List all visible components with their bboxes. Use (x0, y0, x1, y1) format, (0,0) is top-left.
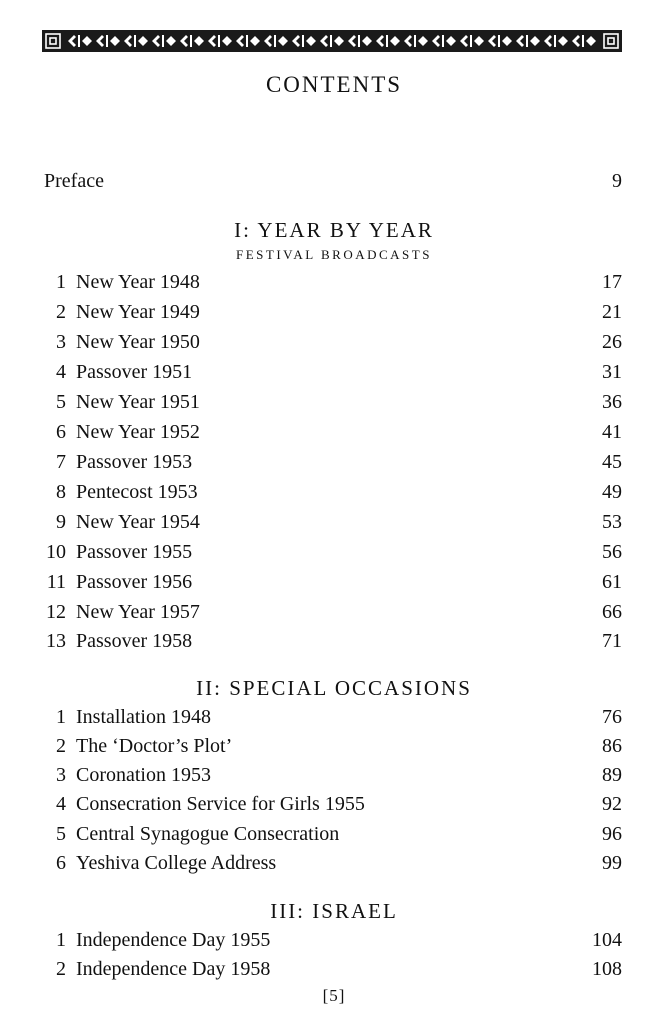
toc-entry-label: New Year 1950 (76, 331, 200, 353)
toc-entry-label: Yeshiva College Address (76, 852, 277, 874)
toc-entry-label: New Year 1957 (76, 601, 200, 623)
toc-entry (42, 271, 624, 299)
toc-entry-page: 108 (592, 958, 622, 980)
toc-entry (42, 929, 624, 957)
toc-entry (42, 958, 624, 986)
toc-entry-page: 49 (602, 481, 622, 503)
toc-entry-number: 4 (56, 361, 66, 383)
toc-entry-label: Independence Day 1955 (76, 929, 271, 951)
toc-entry-number: 1 (56, 271, 66, 293)
toc-entry-page: 9 (612, 170, 622, 192)
toc-entry-number: 4 (56, 793, 66, 815)
toc-entry-page: 71 (602, 630, 622, 652)
toc-entry (42, 630, 624, 658)
toc-entry-number: 1 (56, 706, 66, 728)
toc-entry-page: 45 (602, 451, 622, 473)
toc-entry-page: 36 (602, 391, 622, 413)
section-heading: II: SPECIAL OCCASIONS (196, 676, 472, 700)
toc-entry-page: 53 (602, 511, 622, 533)
section-heading: I: YEAR BY YEAR (234, 218, 434, 242)
toc-entry-label: New Year 1949 (76, 301, 200, 323)
toc-entry-label: Preface (44, 170, 104, 192)
toc-entry-page: 21 (602, 301, 622, 323)
toc-entry-number: 5 (56, 823, 66, 845)
toc-entry-label: Consecration Service for Girls 1955 (76, 793, 365, 815)
toc-entry (42, 735, 624, 763)
toc-entry (42, 511, 624, 539)
toc-entry-label: Passover 1951 (76, 361, 193, 383)
toc-entry-label: New Year 1952 (76, 421, 200, 443)
toc-entry-label: Central Synagogue Consecration (76, 823, 340, 845)
toc-entry (42, 481, 624, 509)
toc-entry (42, 361, 624, 389)
toc-entry-number: 10 (46, 541, 66, 563)
toc-entry-page: 104 (592, 929, 622, 951)
toc-entry-number: 5 (56, 391, 66, 413)
toc-entry-page: 26 (602, 331, 622, 353)
toc-entry (42, 391, 624, 419)
toc-entry (42, 706, 624, 734)
toc-entry-label: Independence Day 1958 (76, 958, 271, 980)
toc-entry-page: 61 (602, 571, 622, 593)
toc-entry-label: New Year 1948 (76, 271, 200, 293)
toc-entry (42, 764, 624, 792)
toc-entry-page: 86 (602, 735, 622, 757)
decorative-border-band (42, 30, 622, 52)
toc-entry-page: 96 (602, 823, 622, 845)
toc-entry (42, 852, 624, 880)
section-subheading: FESTIVAL BROADCASTS (236, 247, 432, 262)
toc-entry-page: 17 (602, 271, 622, 293)
section-heading: III: ISRAEL (270, 899, 398, 923)
ornament-pattern-icon (42, 30, 622, 52)
toc-entry-label: Passover 1956 (76, 571, 193, 593)
toc-entry-label: Coronation 1953 (76, 764, 211, 786)
toc-entry-number: 2 (56, 735, 66, 757)
toc-entry-label: Passover 1955 (76, 541, 193, 563)
toc-entry-number: 8 (56, 481, 66, 503)
toc-entry-number: 2 (56, 958, 66, 980)
toc-entry-number: 7 (56, 451, 66, 473)
toc-entry (42, 601, 624, 629)
toc-entry-label: New Year 1954 (76, 511, 200, 533)
toc-entry-page: 76 (602, 706, 622, 728)
toc-entry (42, 421, 624, 449)
toc-entry-page: 56 (602, 541, 622, 563)
page-number: [5] (322, 986, 346, 1005)
toc-entry (42, 301, 624, 329)
toc-entry-number: 1 (56, 929, 66, 951)
toc-entry-preface (42, 170, 624, 198)
toc-entry-page: 41 (602, 421, 622, 443)
toc-entry (42, 331, 624, 359)
toc-entry-label: The ‘Doctor’s Plot’ (76, 735, 233, 757)
toc-entry-number: 6 (56, 852, 66, 874)
toc-entry-label: Passover 1953 (76, 451, 193, 473)
toc-entry-page: 66 (602, 601, 622, 623)
toc-entry-label: Installation 1948 (76, 706, 211, 728)
toc-entry-page: 99 (602, 852, 622, 874)
toc-entry-number: 11 (46, 571, 66, 593)
toc-entry-label: Passover 1958 (76, 630, 193, 652)
toc-entry (42, 793, 624, 821)
toc-entry-number: 3 (56, 331, 66, 353)
toc-entry (42, 571, 624, 599)
toc-entry-number: 12 (46, 601, 66, 623)
toc-entry (42, 823, 624, 851)
page-title: CONTENTS (265, 72, 403, 97)
toc-entry-number: 2 (56, 301, 66, 323)
toc-entry (42, 541, 624, 569)
toc-entry-number: 3 (56, 764, 66, 786)
toc-entry-page: 92 (602, 793, 622, 815)
toc-entry-number: 6 (56, 421, 66, 443)
toc-entry-number: 13 (46, 630, 66, 652)
toc-entry-number: 9 (56, 511, 66, 533)
toc-entry-page: 89 (602, 764, 622, 786)
toc-entry (42, 451, 624, 479)
toc-entry-page: 31 (602, 361, 622, 383)
toc-entry-label: New Year 1951 (76, 391, 200, 413)
toc-entry-label: Pentecost 1953 (76, 481, 198, 503)
